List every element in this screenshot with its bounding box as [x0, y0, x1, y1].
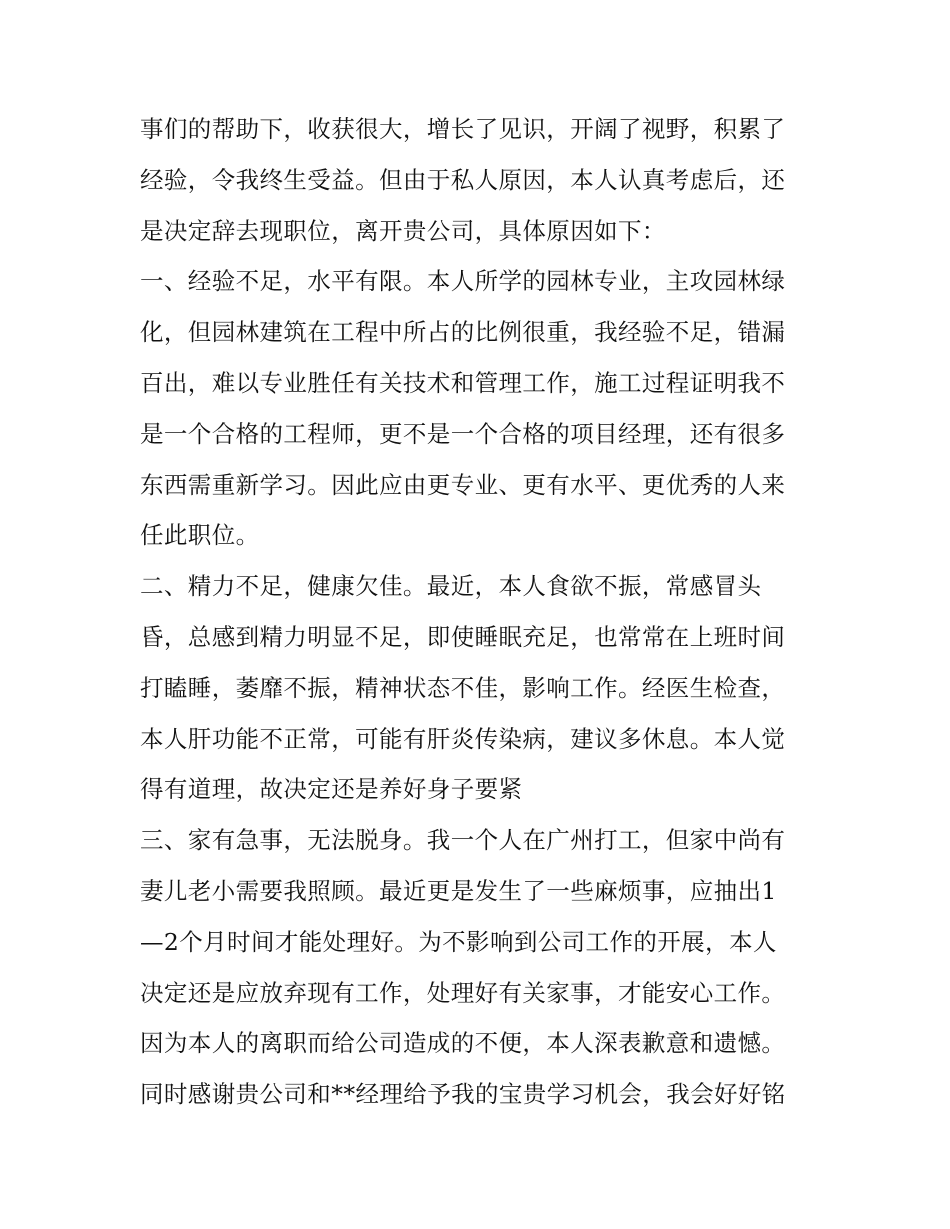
- text-line: 二、精力不足，健康欠佳。最近，本人食欲不振，常感冒头: [140, 572, 762, 601]
- text-line: 因为本人的离职而给公司造成的不便，本人深表歉意和遗憾。: [140, 1029, 786, 1058]
- text-line: 三、家有急事，无法脱身。我一个人在广州打工，但家中尚有: [140, 826, 786, 855]
- text-line: 是一个合格的工程师，更不是一个合格的项目经理，还有很多: [140, 419, 786, 448]
- text-line: 东西需重新学习。因此应由更专业、更有水平、更优秀的人来: [140, 470, 786, 499]
- letter-body: [140, 104, 820, 1120]
- text-line: 事们的帮助下，收获很大，增长了见识，开阔了视野，积累了: [140, 115, 786, 143]
- text-line: 昏，总感到精力明显不足，即使睡眠充足，也常常在上班时间: [140, 622, 786, 651]
- text-line: 得有道理，故决定还是养好身子要紧: [140, 775, 523, 804]
- text-line: 是决定辞去现职位，离开贵公司，具体原因如下：: [140, 216, 666, 245]
- text-line: 化，但园林建筑在工程中所占的比例很重，我经验不足，错漏: [140, 318, 786, 347]
- text-line: 任此职位。: [140, 521, 260, 550]
- text-line: 决定还是应放弃现有工作，处理好有关家事，才能安心工作。: [140, 978, 786, 1007]
- text-line: —2个月时间才能处理好。为不影响到公司工作的开展，本人: [140, 927, 777, 956]
- text-line: 打瞌睡，萎靡不振，精神状态不佳，影响工作。经医生检查，: [140, 673, 786, 702]
- text-line: 同时感谢贵公司和**经理给予我的宝贵学习机会，我会好好铭: [140, 1080, 786, 1109]
- text-line: 妻儿老小需要我照顾。最近更是发生了一些麻烦事，应抽出1: [140, 876, 777, 905]
- text-line: 一、经验不足，水平有限。本人所学的园林专业，主攻园林绿: [140, 267, 786, 296]
- text-line: 百出，难以专业胜任有关技术和管理工作，施工过程证明我不: [140, 368, 786, 397]
- text-line: 经验，令我终生受益。但由于私人原因，本人认真考虑后，还: [140, 165, 786, 194]
- text-line: 本人肝功能不正常，可能有肝炎传染病，建议多休息。本人觉: [140, 724, 786, 753]
